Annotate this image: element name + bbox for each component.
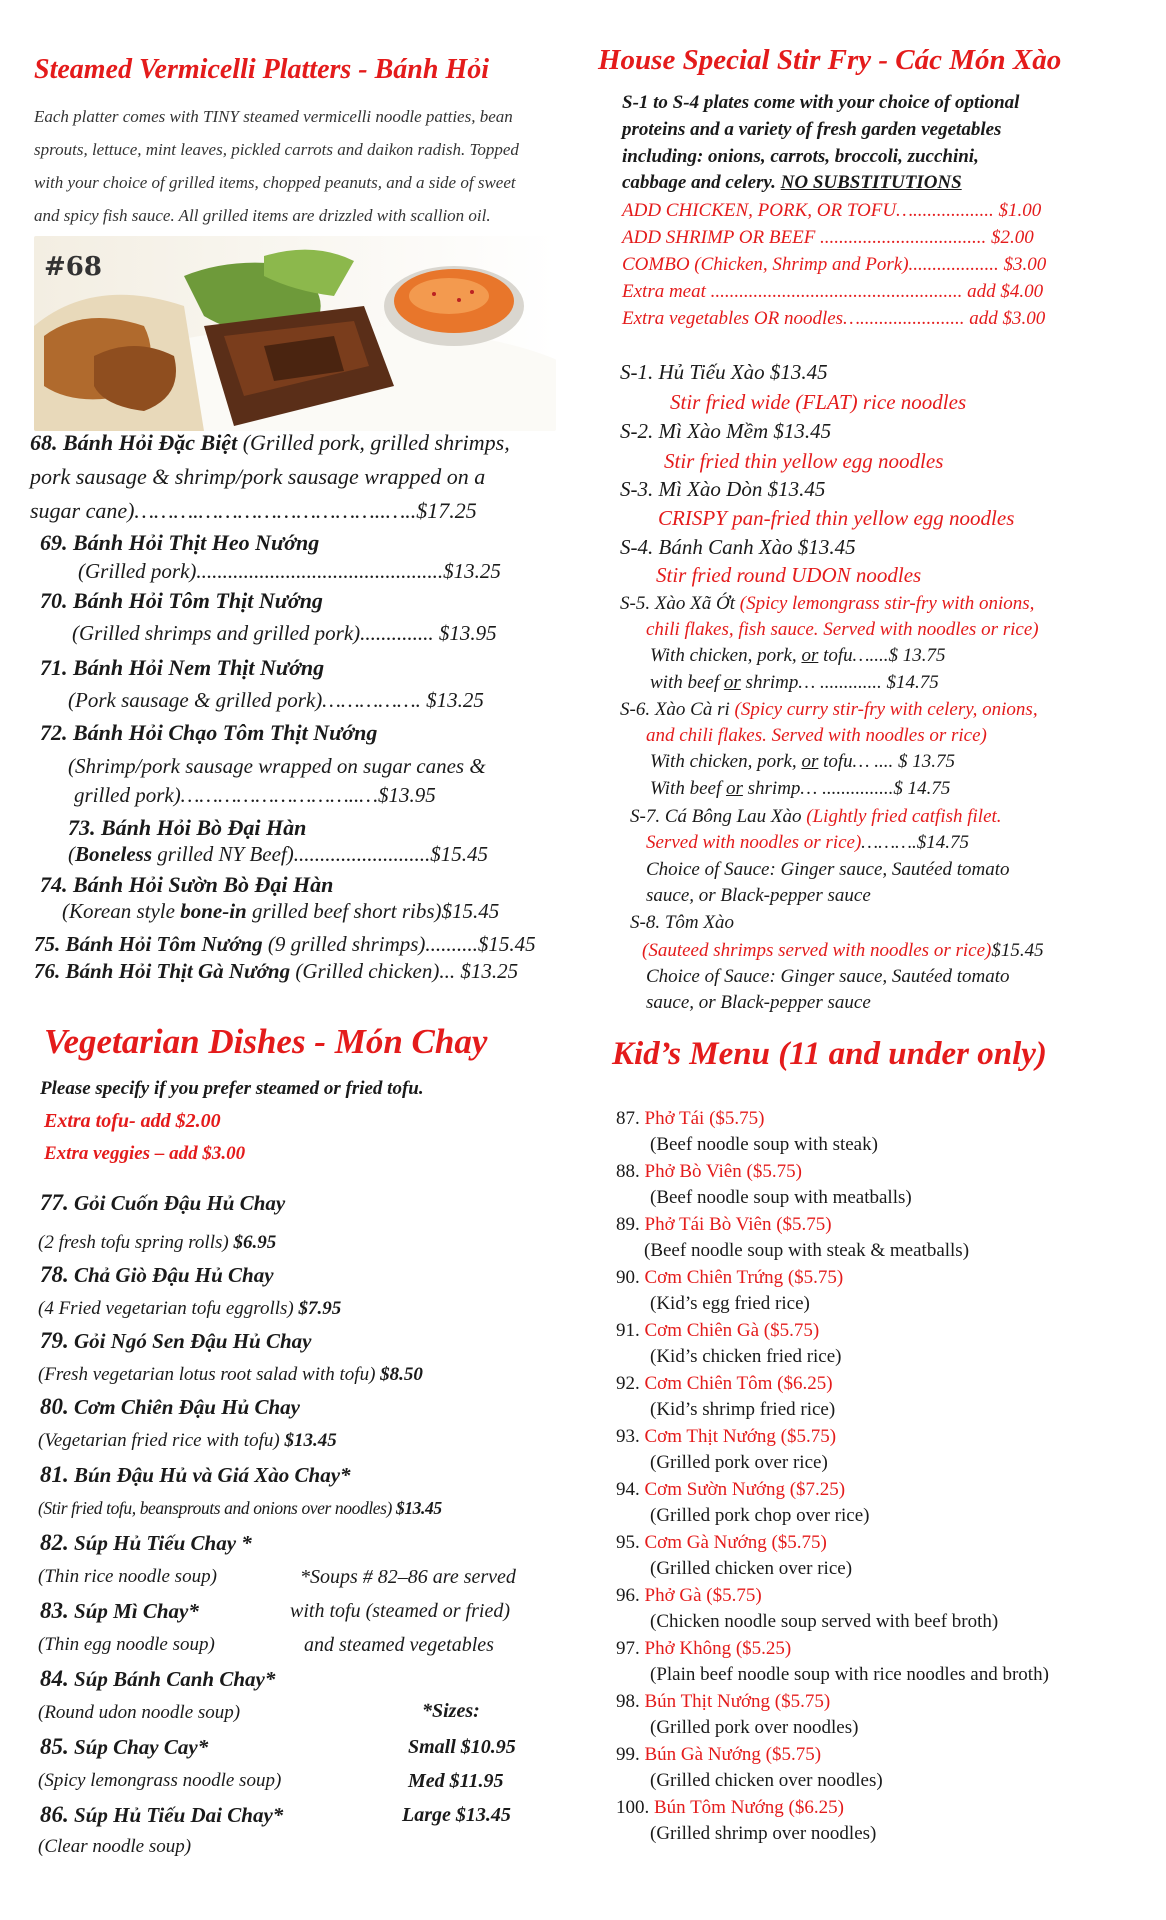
kids-item-name: Cơm Gà Nướng ($5.75) xyxy=(639,1532,827,1553)
size-large: Large $13.45 xyxy=(402,1804,511,1826)
veg-item-77-num: 77. xyxy=(40,1190,69,1215)
veg-item-78-price: $7.95 xyxy=(298,1298,342,1319)
s8-price: $15.45 xyxy=(991,940,1044,961)
s1-name: S-1. Hủ Tiếu Xào $13.45 xyxy=(620,360,828,384)
item-70-desc: (Grilled shrimps and grilled pork).............. $13.95 xyxy=(72,621,497,645)
veg-item-79-price: $8.50 xyxy=(380,1364,423,1385)
s6-opt-2-post: shrimp… ...............$ 14.75 xyxy=(742,778,951,799)
veg-item-85-num: 85. xyxy=(40,1734,69,1759)
veg-item-77-title: Gỏi Cuốn Đậu Hủ Chay xyxy=(68,1191,286,1215)
kids-item-90 xyxy=(616,1267,843,1289)
s6-opt-1-pre: With chicken, pork, xyxy=(650,751,802,772)
s8-desc: (Sauteed shrimps served with noodles or rice) xyxy=(642,940,992,961)
veg-item-84-desc: (Round udon noodle soup) xyxy=(38,1702,241,1723)
kids-item-num: 89. xyxy=(616,1214,640,1235)
s5-opt-1 xyxy=(650,645,946,667)
s1-desc: Stir fried wide (FLAT) rice noodles xyxy=(670,390,967,414)
kids-item-91 xyxy=(616,1320,819,1342)
veg-item-81-desc xyxy=(38,1498,442,1519)
addon-1: ADD CHICKEN, PORK, OR TOFU…................. $1.00 xyxy=(622,200,1042,221)
veg-item-86-title: Súp Hủ Tiếu Dai Chay* xyxy=(68,1803,284,1827)
s8-name: S-8. Tôm Xào xyxy=(630,912,734,933)
kids-item-num: 100. xyxy=(616,1797,650,1818)
veg-item-84-num: 84. xyxy=(40,1666,69,1691)
s6-opt-2 xyxy=(650,778,950,800)
veg-item-83-desc: (Thin egg noodle soup) xyxy=(38,1634,215,1655)
kids-item-num: 93. xyxy=(616,1426,640,1447)
s5-line1 xyxy=(620,593,1034,615)
kids-item-desc: (Grilled pork over noodles) xyxy=(650,1717,859,1738)
item-72-name: 72. Bánh Hỏi Chạo Tôm Thịt Nướng xyxy=(40,720,378,745)
veg-item-77-price: $6.95 xyxy=(233,1232,277,1253)
kids-item-name: Cơm Thịt Nướng ($5.75) xyxy=(639,1426,837,1447)
veg-item-79-desc-text: (Fresh vegetarian lotus root salad with tofu) xyxy=(38,1364,381,1385)
addon-2: ADD SHRIMP OR BEEF ................................... $2.00 xyxy=(622,227,1034,248)
s5-opt-1-pre: With chicken, pork, xyxy=(650,645,802,666)
kids-item-98 xyxy=(616,1691,830,1713)
stir-fry-intro-4 xyxy=(622,172,962,194)
s6-opt-2-or: or xyxy=(725,778,743,799)
s4-desc: Stir fried round UDON noodles xyxy=(656,563,922,587)
s3-name: S-3. Mì Xào Dòn $13.45 xyxy=(620,477,826,501)
kids-item-name: Bún Thịt Nướng ($5.75) xyxy=(639,1691,831,1712)
item-76-name: 76. Bánh Hỏi Thịt Gà Nướng xyxy=(34,959,291,983)
kids-item-desc: (Grilled shrimp over noodles) xyxy=(650,1823,877,1844)
s4-name: S-4. Bánh Canh Xào $13.45 xyxy=(620,535,856,559)
photo-label: #68 xyxy=(44,252,102,282)
kids-item-100 xyxy=(616,1797,844,1819)
kids-item-name: Phở Tái ($5.75) xyxy=(639,1108,765,1129)
item-74-desc-pre: (Korean style xyxy=(62,899,181,923)
kids-item-num: 94. xyxy=(616,1479,640,1500)
veg-item-78-desc-text: (4 Fried vegetarian tofu eggrolls) xyxy=(38,1298,299,1319)
item-73-name: 73. Bánh Hỏi Bò Đại Hàn xyxy=(68,815,307,840)
item-74-desc-post: grilled beef short ribs)$15.45 xyxy=(246,899,500,923)
kids-item-name: Phở Bò Viên ($5.75) xyxy=(639,1161,802,1182)
veg-item-80-desc-text: (Vegetarian fried rice with tofu) xyxy=(38,1430,285,1451)
extra-veggies: Extra veggies – add $3.00 xyxy=(44,1143,246,1164)
no-substitutions: NO SUBSTITUTIONS xyxy=(780,172,962,193)
item-69-name: 69. Bánh Hỏi Thịt Heo Nướng xyxy=(40,530,320,555)
kids-item-num: 98. xyxy=(616,1691,640,1712)
kids-item-96 xyxy=(616,1585,762,1607)
soup-note-1: *Soups # 82–86 are served xyxy=(300,1566,516,1588)
kids-item-num: 96. xyxy=(616,1585,640,1606)
kids-item-name: Phở Gà ($5.75) xyxy=(639,1585,762,1606)
s6-opt-1 xyxy=(650,751,955,773)
kids-item-num: 90. xyxy=(616,1267,640,1288)
item-76-desc: (Grilled chicken)... $13.25 xyxy=(290,959,519,983)
veg-item-83-num: 83. xyxy=(40,1598,69,1623)
kids-item-94 xyxy=(616,1479,845,1501)
s2-desc: Stir fried thin yellow egg noodles xyxy=(664,449,944,473)
s6-name: S-6. Xào Cà ri xyxy=(620,699,735,720)
veg-item-85-desc: (Spicy lemongrass noodle soup) xyxy=(38,1770,282,1791)
item-75-desc: (9 grilled shrimps)..........$15.45 xyxy=(262,932,536,956)
kids-item-name: Cơm Chiên Gà ($5.75) xyxy=(639,1320,820,1341)
s8-line2 xyxy=(642,940,1044,962)
item-73-desc-post: grilled NY Beef)..........................$15.45 xyxy=(152,842,488,866)
kids-item-95 xyxy=(616,1532,827,1554)
item-72-desc-1: (Shrimp/pork sausage wrapped on sugar canes & xyxy=(68,754,486,778)
s5-opt-1-or: or xyxy=(801,645,819,666)
s5-name: S-5. Xào Xã Ớt xyxy=(620,593,740,614)
s2-name: S-2. Mì Xào Mềm $13.45 xyxy=(620,419,832,443)
veg-item-80-desc xyxy=(38,1430,337,1452)
item-69-desc: (Grilled pork)...............................................$13.25 xyxy=(78,559,501,583)
kids-item-desc: (Beef noodle soup with meatballs) xyxy=(650,1187,912,1208)
veg-item-82-title: Súp Hủ Tiếu Chay * xyxy=(68,1531,252,1555)
item-68-line1 xyxy=(30,430,510,456)
kids-item-num: 91. xyxy=(616,1320,640,1341)
kids-item-89 xyxy=(616,1214,832,1236)
veg-item-84-title: Súp Bánh Canh Chay* xyxy=(68,1667,276,1691)
banh-hoi-intro-1: Each platter comes with TINY steamed vermicelli noodle patties, bean xyxy=(34,107,513,126)
item-73-desc xyxy=(68,842,488,867)
stir-fry-intro-2: proteins and a variety of fresh garden vegetables xyxy=(622,119,1002,140)
s5-desc-1: (Spicy lemongrass stir-fry with onions, xyxy=(739,593,1035,614)
item-74-desc-bold: bone-in xyxy=(180,899,247,923)
s5-opt-2-pre: with beef xyxy=(650,672,724,693)
veg-item-81-num: 81. xyxy=(40,1462,69,1487)
kids-item-93 xyxy=(616,1426,836,1448)
kids-item-87 xyxy=(616,1108,765,1130)
kids-item-desc: (Grilled chicken over noodles) xyxy=(650,1770,883,1791)
s6-desc-1: (Spicy curry stir-fry with celery, onions, xyxy=(734,699,1038,720)
stir-fry-intro-4-text: cabbage and celery. xyxy=(622,172,781,193)
s5-opt-1-post: tofu…....$ 13.75 xyxy=(818,645,946,666)
s3-desc: CRISPY pan-fried thin yellow egg noodles xyxy=(658,506,1015,530)
addon-3: COMBO (Chicken, Shrimp and Pork)................... $3.00 xyxy=(622,254,1047,275)
veg-item-85-name xyxy=(40,1734,208,1760)
s7-name: S-7. Cá Bông Lau Xào xyxy=(630,806,807,827)
veg-item-78-desc xyxy=(38,1298,341,1320)
banh-hoi-intro-4: and spicy fish sauce. All grilled items are drizzled with scallion oil. xyxy=(34,206,491,225)
veg-item-80-title: Cơm Chiên Đậu Hủ Chay xyxy=(68,1395,300,1419)
item-76 xyxy=(34,959,518,984)
veg-item-86-num: 86. xyxy=(40,1802,69,1827)
veg-item-83-name xyxy=(40,1598,199,1624)
veg-item-81-title: Bún Đậu Hủ và Giá Xào Chay* xyxy=(68,1463,351,1487)
stir-fry-intro-1: S-1 to S-4 plates come with your choice of optional xyxy=(622,92,1020,113)
veg-item-77-name xyxy=(40,1190,285,1216)
soup-note-3: and steamed vegetables xyxy=(304,1634,494,1656)
kids-item-num: 87. xyxy=(616,1108,640,1129)
s6-opt-1-or: or xyxy=(801,751,819,772)
item-68-line2: pork sausage & shrimp/pork sausage wrapped on a xyxy=(30,464,486,489)
kids-item-97 xyxy=(616,1638,791,1660)
kids-item-num: 99. xyxy=(616,1744,640,1765)
veg-item-82-num: 82. xyxy=(40,1530,69,1555)
veg-item-82-desc: (Thin rice noodle soup) xyxy=(38,1566,217,1587)
item-71-name: 71. Bánh Hỏi Nem Thịt Nướng xyxy=(40,655,325,680)
veg-item-77-desc xyxy=(38,1232,276,1254)
kids-item-name: Cơm Sườn Nướng ($7.25) xyxy=(639,1479,846,1500)
item-74-name: 74. Bánh Hỏi Sườn Bò Đại Hàn xyxy=(40,872,334,897)
veg-item-83-title: Súp Mì Chay* xyxy=(68,1599,199,1623)
s6-opt-1-post: tofu… .... $ 13.75 xyxy=(818,751,956,772)
kids-item-desc: (Kid’s egg fried rice) xyxy=(650,1293,810,1314)
kids-item-92 xyxy=(616,1373,833,1395)
veg-item-81-name xyxy=(40,1462,351,1488)
banh-hoi-title: Steamed Vermicelli Platters - Bánh Hỏi xyxy=(34,54,489,85)
s6-opt-2-pre: With beef xyxy=(650,778,726,799)
kids-item-num: 88. xyxy=(616,1161,640,1182)
s7-desc-1: (Lightly fried catfish filet. xyxy=(806,806,1002,827)
kids-item-desc: (Grilled pork over rice) xyxy=(650,1452,828,1473)
sizes-title: *Sizes: xyxy=(422,1700,480,1722)
kids-item-desc: (Beef noodle soup with steak & meatballs) xyxy=(644,1240,970,1261)
kids-menu-title: Kid’s Menu (11 and under only) xyxy=(612,1036,1047,1072)
s5-opt-2 xyxy=(650,672,939,694)
addon-5: Extra vegetables OR noodles…...................... add $3.00 xyxy=(622,308,1046,329)
kids-item-desc: (Kid’s shrimp fried rice) xyxy=(650,1399,836,1420)
banh-hoi-intro-2: sprouts, lettuce, mint leaves, pickled carrots and daikon radish. Topped xyxy=(34,140,519,159)
veg-item-80-price: $13.45 xyxy=(284,1430,337,1451)
kids-item-name: Cơm Chiên Trứng ($5.75) xyxy=(639,1267,844,1288)
item-73-desc-pre: ( xyxy=(68,842,75,866)
s7-line2 xyxy=(646,832,969,854)
item-71-desc: (Pork sausage & grilled pork)……………. $13.25 xyxy=(68,688,484,712)
veg-item-79-title: Gỏi Ngó Sen Đậu Hủ Chay xyxy=(68,1329,312,1353)
s7-price: ……….$14.75 xyxy=(861,832,969,853)
kids-item-name: Phở Tái Bò Viên ($5.75) xyxy=(639,1214,832,1235)
veg-item-86-name xyxy=(40,1802,283,1828)
extra-tofu: Extra tofu- add $2.00 xyxy=(44,1110,221,1132)
veg-item-79-num: 79. xyxy=(40,1328,69,1353)
kids-item-desc: (Chicken noodle soup served with beef broth) xyxy=(650,1611,999,1632)
dish-68-photo xyxy=(34,236,556,431)
kids-item-88 xyxy=(616,1161,802,1183)
size-med: Med $11.95 xyxy=(408,1770,504,1792)
kids-item-desc: (Kid’s chicken fried rice) xyxy=(650,1346,842,1367)
item-70-name: 70. Bánh Hỏi Tôm Thịt Nướng xyxy=(40,588,323,613)
addon-4: Extra meat ..................................................... add $4.00 xyxy=(622,281,1044,302)
kids-item-desc: (Grilled chicken over rice) xyxy=(650,1558,853,1579)
s7-sauce-2: sauce, or Black-pepper sauce xyxy=(646,885,871,906)
s5-opt-2-or: or xyxy=(723,672,741,693)
veg-item-79-desc xyxy=(38,1364,423,1386)
kids-item-desc: (Plain beef noodle soup with rice noodles and broth) xyxy=(650,1664,1049,1685)
kids-item-num: 95. xyxy=(616,1532,640,1553)
item-68-desc: (Grilled pork, grilled shrimps, xyxy=(237,430,510,455)
vegetarian-title: Vegetarian Dishes - Món Chay xyxy=(44,1022,488,1061)
kids-item-name: Bún Tôm Nướng ($6.25) xyxy=(649,1797,844,1818)
kids-item-num: 92. xyxy=(616,1373,640,1394)
s8-sauce-1: Choice of Sauce: Ginger sauce, Sautéed tomato xyxy=(646,966,1010,987)
kids-item-99 xyxy=(616,1744,821,1766)
kids-item-desc: (Beef noodle soup with steak) xyxy=(650,1134,878,1155)
kids-item-name: Cơm Chiên Tôm ($6.25) xyxy=(639,1373,833,1394)
item-68-name: 68. Bánh Hỏi Đặc Biệt xyxy=(30,430,238,455)
item-75-name: 75. Bánh Hỏi Tôm Nướng xyxy=(34,932,263,956)
size-small: Small $10.95 xyxy=(408,1736,516,1758)
s5-desc-2: chili flakes, fish sauce. Served with noodles or rice) xyxy=(646,619,1039,640)
item-72-desc-2: grilled pork)………………………..…$13.95 xyxy=(74,783,436,807)
veg-item-79-name xyxy=(40,1328,311,1354)
veg-item-78-title: Chả Giò Đậu Hủ Chay xyxy=(68,1263,274,1287)
stir-fry-intro-3: including: onions, carrots, broccoli, zucchini, xyxy=(622,146,979,167)
veg-item-85-title: Súp Chay Cay* xyxy=(68,1735,209,1759)
veg-item-78-name xyxy=(40,1262,274,1288)
s7-line1 xyxy=(630,806,1002,828)
kids-item-desc: (Grilled pork chop over rice) xyxy=(650,1505,870,1526)
s8-sauce-2: sauce, or Black-pepper sauce xyxy=(646,992,871,1013)
s5-opt-2-post: shrimp… ............. $14.75 xyxy=(740,672,939,693)
kids-item-name: Bún Gà Nướng ($5.75) xyxy=(639,1744,822,1765)
veg-item-78-num: 78. xyxy=(40,1262,69,1287)
kids-item-name: Phở Không ($5.25) xyxy=(639,1638,792,1659)
soup-note-2: with tofu (steamed or fried) xyxy=(290,1600,510,1622)
item-74-desc xyxy=(62,899,499,924)
banh-hoi-intro-3: with your choice of grilled items, chopped peanuts, and a side of sweet xyxy=(34,173,516,192)
s7-desc-2: Served with noodles or rice) xyxy=(646,832,862,853)
s6-desc-2: and chili flakes. Served with noodles or rice) xyxy=(646,725,987,746)
veg-item-81-price: $13.45 xyxy=(395,1498,442,1518)
vegetarian-note: Please specify if you prefer steamed or fried tofu. xyxy=(40,1078,424,1099)
item-68-line3: sugar cane)……….………………………..…..$17.25 xyxy=(30,498,477,523)
veg-item-82-name xyxy=(40,1530,252,1556)
veg-item-86-desc: (Clear noodle soup) xyxy=(38,1836,192,1857)
stir-fry-title: House Special Stir Fry - Các Món Xào xyxy=(598,44,1062,76)
veg-item-84-name xyxy=(40,1666,275,1692)
s7-sauce-1: Choice of Sauce: Ginger sauce, Sautéed tomato xyxy=(646,859,1010,880)
veg-item-80-num: 80. xyxy=(40,1394,69,1419)
veg-item-81-desc-text: (Stir fried tofu, beansprouts and onions over noodles) xyxy=(38,1498,396,1518)
veg-item-80-name xyxy=(40,1394,300,1420)
item-73-desc-bold: Boneless xyxy=(75,842,153,866)
s6-line1 xyxy=(620,699,1038,721)
kids-item-num: 97. xyxy=(616,1638,640,1659)
veg-item-77-desc-text: (2 fresh tofu spring rolls) xyxy=(38,1232,234,1253)
item-75 xyxy=(34,932,536,957)
